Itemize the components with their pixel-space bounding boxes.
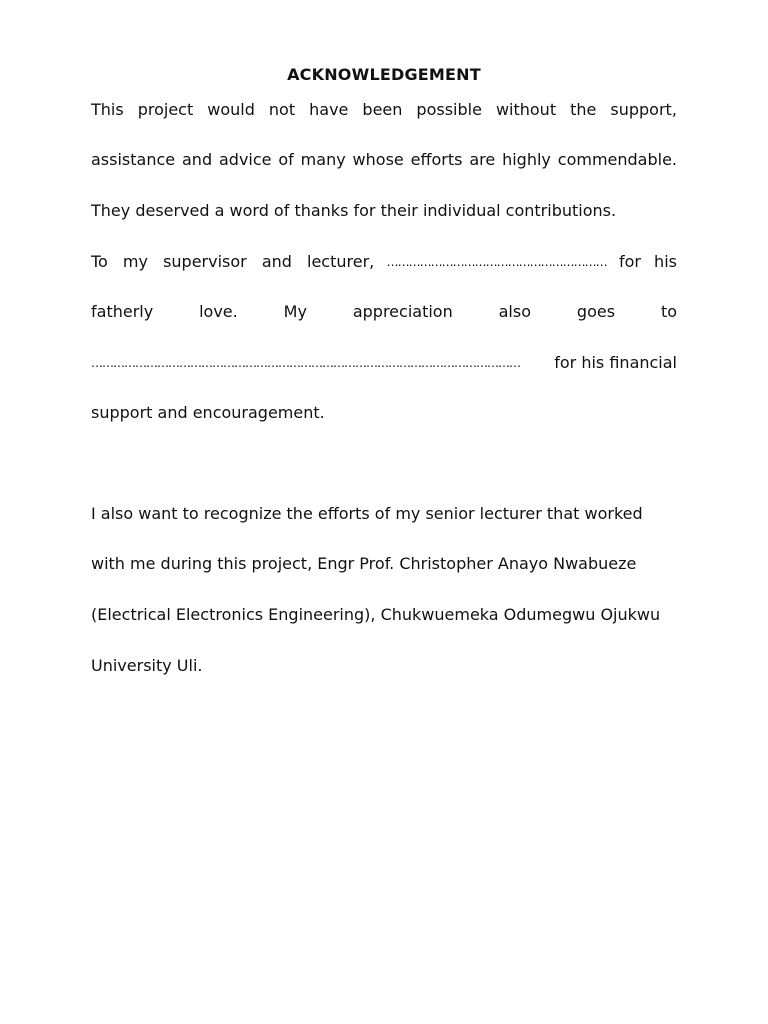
- para2-line2-word: love.: [199, 302, 238, 321]
- para2-line4: support and encouragement.: [91, 403, 325, 422]
- para1-line1-word: possible: [416, 100, 482, 119]
- para1-line1-word: without: [495, 100, 557, 119]
- para2-line3: [91, 352, 677, 374]
- para3-line4: University Uli.: [91, 656, 203, 675]
- para1-line1-word: not: [268, 100, 296, 119]
- para2-line2: [91, 301, 677, 323]
- para1-line1-word: been: [362, 100, 403, 119]
- para2-line1-tail: for his: [618, 252, 677, 271]
- para2-line2-word: appreciation: [352, 302, 453, 321]
- para1-line2-word: of: [278, 150, 294, 169]
- para1-line2-word: assistance: [91, 150, 176, 169]
- para1-line2-word: many: [300, 150, 346, 169]
- para1-line1-word: have: [309, 100, 349, 119]
- para1-line2-word: whose: [352, 150, 404, 169]
- para2-line2-word: also: [498, 302, 531, 321]
- para1-line2: [91, 149, 677, 171]
- para3-line1: I also want to recognize the efforts of my senior lecturer that worked: [91, 504, 643, 523]
- para1-line2-word: efforts: [410, 150, 463, 169]
- para1-line1-word: This: [91, 100, 124, 119]
- para1-line2-word: commendable.: [557, 150, 677, 169]
- para2-line1-lead: To my supervisor and lecturer,: [91, 252, 375, 271]
- para1-line1-word: would: [207, 100, 255, 119]
- para1-line1-word: support,: [610, 100, 677, 119]
- para1-line1: [91, 99, 677, 121]
- supervisor-name-placeholder: ……………………………………………………: [386, 255, 607, 269]
- para1-line2-word: highly: [502, 150, 551, 169]
- para2-line3-tail: for his financial: [554, 353, 677, 372]
- page-title: ACKNOWLEDGEMENT: [287, 65, 481, 84]
- para2-line1: [91, 251, 677, 273]
- para1-line2-word: advice: [218, 150, 272, 169]
- para3-line2: with me during this project, Engr Prof. Christopher Anayo Nwabueze: [91, 554, 637, 573]
- para2-line2-word: goes: [576, 302, 616, 321]
- para2-line2-word: fatherly: [91, 302, 154, 321]
- para2-line2-word: to: [660, 302, 677, 321]
- para1-line2-word: and: [182, 150, 213, 169]
- para1-line2-word: are: [469, 150, 496, 169]
- para1-line1-word: the: [570, 100, 597, 119]
- para1-line3: They deserved a word of thanks for their individual contributions.: [91, 201, 617, 220]
- para3-line3: (Electrical Electronics Engineering), Chukwuemeka Odumegwu Ojukwu: [91, 605, 661, 624]
- para2-line2-word: My: [283, 302, 307, 321]
- sponsor-name-placeholder: ………………………………………………………………………………………………………: [91, 356, 520, 370]
- para1-line1-word: project: [137, 100, 194, 119]
